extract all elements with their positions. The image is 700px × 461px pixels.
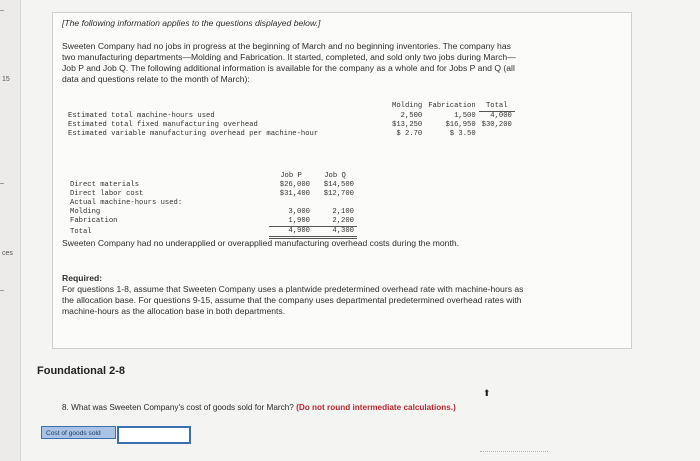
column-header: Molding xyxy=(392,102,423,111)
row-label: Total xyxy=(70,227,92,236)
table-row xyxy=(67,199,357,208)
table-row xyxy=(65,121,515,130)
cell-value: $16,950 xyxy=(445,121,476,129)
column-header: Total xyxy=(479,102,515,112)
sidebar-tick xyxy=(0,290,4,291)
intro-line: two manufacturing departments—Molding and Fabrication. It started, completed, and sold only two jobs during March— xyxy=(62,52,516,62)
table-row xyxy=(67,172,357,181)
required-line: For questions 1-8, assume that Sweeten Company uses a plantwide predetermined overhead rate with machine-hours as xyxy=(62,284,524,294)
intro-line: Sweeten Company had no jobs in progress at the beginning of March and no beginning inventories. The company has xyxy=(62,41,511,51)
column-header: Job Q xyxy=(324,172,346,180)
cost-of-goods-sold-input[interactable] xyxy=(117,426,191,444)
row-label: Direct labor cost xyxy=(70,190,144,198)
cell-value xyxy=(269,199,313,208)
cell-value: 1,900 xyxy=(269,217,313,227)
cell-value: $14,500 xyxy=(323,181,354,189)
mouse-cursor-icon: ⬆ xyxy=(483,388,491,398)
answer-label: Cost of goods sold xyxy=(41,426,116,439)
row-label: Molding xyxy=(70,208,101,216)
required-line: the allocation base. For questions 9-15, assume that the company uses departmental predetermined overhead rates with xyxy=(62,295,522,305)
question-text xyxy=(62,403,456,412)
estimates-table xyxy=(65,102,515,139)
jobs-table xyxy=(67,172,357,239)
question-prompt: 8. What was Sweeten Company's cost of goods sold for March? xyxy=(62,403,294,412)
row-label: Actual machine-hours used: xyxy=(70,199,183,207)
column-header: Fabrication xyxy=(428,102,476,111)
row-label: Estimated total machine-hours used xyxy=(68,111,215,120)
question-number[interactable]: 15 xyxy=(2,76,10,83)
cell-value: 2,500 xyxy=(400,111,423,120)
cell-value: $12,700 xyxy=(323,190,354,198)
cell-value: $30,200 xyxy=(481,121,512,129)
footer-divider xyxy=(480,451,548,452)
cell-value: $31,400 xyxy=(279,190,310,198)
question-note: (Do not round intermediate calculations.) xyxy=(296,403,456,412)
table-row xyxy=(67,217,357,227)
cell-value: 2,200 xyxy=(313,217,357,227)
cell-value: 4,900 xyxy=(269,227,313,238)
cell-value: 2,100 xyxy=(332,208,354,216)
cell-value xyxy=(479,130,515,139)
cell-value: $ 2.70 xyxy=(396,130,423,138)
table-row xyxy=(65,112,515,122)
row-label: Fabrication xyxy=(70,217,118,226)
cell-value: $13,250 xyxy=(392,121,423,129)
cell-value: $26,000 xyxy=(279,181,310,189)
table-row xyxy=(65,102,515,112)
left-sidebar xyxy=(0,0,21,461)
intro-line: Job P and Job Q. The following additional information is available for the company as a whole and for Jobs P and Q (all xyxy=(62,63,515,73)
table-row xyxy=(67,227,357,238)
problem-panel xyxy=(52,12,632,349)
table-row xyxy=(67,208,357,217)
required-title: Required: xyxy=(62,273,103,283)
column-header: Job P xyxy=(280,172,302,180)
cell-value: 1,500 xyxy=(454,111,476,120)
cell-value xyxy=(313,199,357,208)
statement-text: Sweeten Company had no underapplied or overapplied manufacturing overhead costs during the month. xyxy=(62,238,459,248)
cell-value: $ 3.50 xyxy=(449,130,476,138)
required-line: machine-hours as the allocation base in both departments. xyxy=(62,306,286,316)
sidebar-tick xyxy=(0,10,4,11)
table-row xyxy=(67,181,357,190)
table-row xyxy=(67,190,357,199)
row-label: Estimated variable manufacturing overhead per machine-hour xyxy=(68,130,319,138)
cell-value: 4,300 xyxy=(313,227,357,238)
sidebar-tick xyxy=(0,183,4,184)
cell-value: 4,000 xyxy=(490,112,512,120)
cell-value: 3,000 xyxy=(288,208,310,216)
section-title: Foundational 2-8 xyxy=(37,365,125,377)
row-label: Estimated total fixed manufacturing overhead xyxy=(68,121,258,129)
intro-line: data and questions relate to the month of March): xyxy=(62,74,250,84)
sidebar-label: ces xyxy=(2,250,13,257)
table-row xyxy=(65,130,515,139)
row-label: Direct materials xyxy=(70,181,140,189)
intro-heading: [The following information applies to the questions displayed below.] xyxy=(62,18,321,28)
